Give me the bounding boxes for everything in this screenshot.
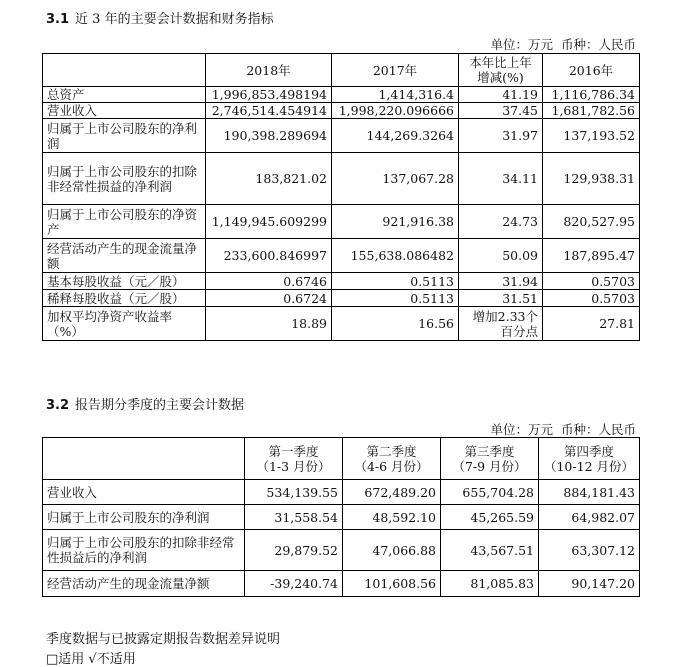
cell-q2: 672,489.20: [343, 480, 441, 505]
cell-2016: 137,193.52: [543, 119, 640, 153]
cell-2017: 0.5113: [332, 290, 459, 307]
cell-q1: -39,240.74: [245, 571, 343, 597]
quarterly-data-table: [42, 437, 640, 597]
header-q1: [245, 438, 343, 480]
cell-2016: 1,681,782.56: [543, 103, 640, 119]
cell-2016: 820,527.95: [543, 205, 640, 239]
row-label: 经营活动产生的现金流量净额: [43, 571, 245, 597]
row-label: 经营活动产生的现金流量净额: [43, 239, 206, 273]
section-title: 报告期分季度的主要会计数据: [75, 398, 245, 413]
header-q2: [343, 438, 441, 480]
cell-2017: 144,269.3264: [332, 119, 459, 153]
table-row: [43, 103, 640, 119]
cell-2018: 0.6724: [206, 290, 332, 307]
quarter-range: （4-6 月份）: [354, 458, 429, 474]
cell-2018: 190,398.289694: [206, 119, 332, 153]
cell-2017: 155,638.086482: [332, 239, 459, 273]
annual-data-table: [42, 53, 640, 341]
header-blank: [43, 54, 206, 87]
cell-2016: 187,895.47: [543, 239, 640, 273]
table-row: [43, 307, 640, 341]
cell-q4: 63,307.12: [539, 530, 640, 571]
cell-change: 50.09: [459, 239, 543, 273]
header-blank: [43, 438, 245, 480]
row-label: 归属于上市公司股东的净利润: [43, 119, 206, 153]
unit-label: 单位：万元 币种：人民币: [490, 422, 636, 437]
cell-q4: 884,181.43: [539, 480, 640, 505]
applicability-options: □适用 √不适用: [46, 652, 136, 667]
cell-2017: 137,067.28: [332, 153, 459, 205]
cell-change: 24.73: [459, 205, 543, 239]
cell-change: 37.45: [459, 103, 543, 119]
table-row: [43, 290, 640, 307]
cell-q2: 47,066.88: [343, 530, 441, 571]
cell-2016: 0.5703: [543, 273, 640, 290]
row-label: 总资产: [43, 87, 206, 103]
section-number: 3.2: [46, 398, 70, 413]
cell-2017: 1,998,220.096666: [332, 103, 459, 119]
row-label: 营业收入: [43, 103, 206, 119]
cell-2017: 0.5113: [332, 273, 459, 290]
header-change: 本年比上年 增减(%): [459, 54, 543, 87]
cell-q1: 29,879.52: [245, 530, 343, 571]
quarter-range: （1-3 月份）: [256, 458, 331, 474]
row-label: 稀释每股收益（元／股）: [43, 290, 206, 307]
section-heading-3-2: [46, 394, 244, 413]
cell-q3: 45,265.59: [441, 505, 539, 530]
header-q3: [441, 438, 539, 480]
quarter-name: 第四季度: [563, 443, 614, 459]
unit-label: 单位：万元 币种：人民币: [490, 37, 636, 52]
table-row: [43, 153, 640, 205]
cell-q2: 101,608.56: [343, 571, 441, 597]
table-row: [43, 119, 640, 153]
cell-change: 31.51: [459, 290, 543, 307]
cell-q3: 655,704.28: [441, 480, 539, 505]
cell-q4: 64,982.07: [539, 505, 640, 530]
cell-2018: 233,600.846997: [206, 239, 332, 273]
cell-2017: 16.56: [332, 307, 459, 341]
cell-2016: 27.81: [543, 307, 640, 341]
cell-change: 31.94: [459, 273, 543, 290]
row-label: 归属于上市公司股东的扣除非经常性损益后的净利润: [43, 530, 245, 571]
quarter-name: 第三季度: [464, 443, 515, 459]
cell-2016: 0.5703: [543, 290, 640, 307]
cell-change: 增加2.33个百分点: [459, 307, 543, 341]
cell-2018: 18.89: [206, 307, 332, 341]
cell-q2: 48,592.10: [343, 505, 441, 530]
row-label: 基本每股收益（元／股）: [43, 273, 206, 290]
table-row: [43, 205, 640, 239]
cell-2018: 1,149,945.609299: [206, 205, 332, 239]
table-row: [43, 505, 640, 530]
cell-q1: 31,558.54: [245, 505, 343, 530]
row-label: 营业收入: [43, 480, 245, 505]
cell-q1: 534,139.55: [245, 480, 343, 505]
cell-change: 34.11: [459, 153, 543, 205]
table-header-row: [43, 54, 640, 87]
table-header-row: [43, 438, 640, 480]
header-2016: 2016年: [543, 54, 640, 87]
section-number: 3.1: [46, 12, 70, 27]
section-title: 近 3 年的主要会计数据和财务指标: [75, 12, 274, 27]
cell-change: 41.19: [459, 87, 543, 103]
table-row: [43, 273, 640, 290]
table-row: [43, 530, 640, 571]
cell-2018: 183,821.02: [206, 153, 332, 205]
row-label: 归属于上市公司股东的净利润: [43, 505, 245, 530]
quarter-diff-note: 季度数据与已披露定期报告数据差异说明: [46, 632, 281, 647]
cell-2018: 2,746,514.454914: [206, 103, 332, 119]
cell-2016: 129,938.31: [543, 153, 640, 205]
table-row: [43, 571, 640, 597]
table-row: [43, 480, 640, 505]
cell-2017: 921,916.38: [332, 205, 459, 239]
cell-2018: 0.6746: [206, 273, 332, 290]
cell-q3: 81,085.83: [441, 571, 539, 597]
section-heading-3-1: [46, 8, 274, 27]
header-2018: 2018年: [206, 54, 332, 87]
table-row: [43, 239, 640, 273]
cell-q3: 43,567.51: [441, 530, 539, 571]
cell-2017: 1,414,316.4: [332, 87, 459, 103]
cell-change: 31.97: [459, 119, 543, 153]
quarter-name: 第二季度: [366, 443, 417, 459]
row-label: 加权平均净资产收益率（%）: [43, 307, 206, 341]
table-row: [43, 87, 640, 103]
row-label: 归属于上市公司股东的扣除非经常性损益的净利润: [43, 153, 206, 205]
row-label: 归属于上市公司股东的净资产: [43, 205, 206, 239]
header-q4: [539, 438, 640, 480]
quarter-range: （7-9 月份）: [452, 458, 527, 474]
cell-q4: 90,147.20: [539, 571, 640, 597]
cell-2016: 1,116,786.34: [543, 87, 640, 103]
quarter-range: （10-12 月份）: [543, 458, 634, 474]
cell-2018: 1,996,853.498194: [206, 87, 332, 103]
header-2017: 2017年: [332, 54, 459, 87]
quarter-name: 第一季度: [268, 443, 319, 459]
